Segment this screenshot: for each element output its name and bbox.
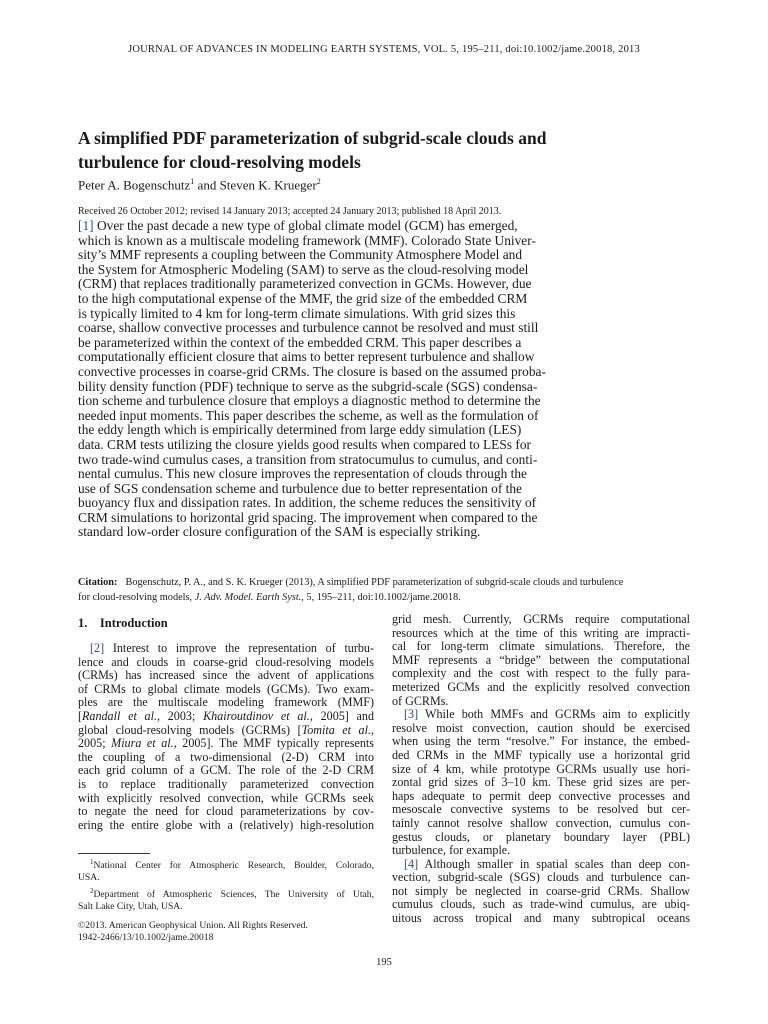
body-line: global cloud-resolving models (GCRMs) [Tomita et al., [78,722,374,737]
body-line: 2005; Miura et al., 2005]. The MMF typically represents [78,736,374,751]
reference-link[interactable]: Tomita et al. [301,722,371,737]
body-line: lence and clouds in coarse-grid cloud-resolving models [78,654,374,669]
footnote-line: $^2$Department of Atmospheric Sciences, The University of Utah, [90,886,374,900]
abstract-line: nental cumulus. This new closure improves the representation of clouds through the [78,466,527,482]
abstract-line: bility density function (PDF) technique to serve as the subgrid-scale (SGS) condensa- [78,378,538,394]
left-column [78,642,374,832]
article-title [78,126,678,174]
page-number: 195 [376,957,392,968]
reference-link[interactable]: Khairoutdinov et al. [203,708,310,723]
body-line: ering the entire globe with a (relatively) high-resolution [78,817,374,832]
footnote-line: USA. [78,872,100,884]
citation-block [78,575,698,605]
paragraph-number: [3] [404,707,419,722]
footnotes [78,856,374,914]
body-line: when using the term “resolve.” For instance, the embed- [392,734,690,749]
abstract [78,219,690,540]
body-line: each grid column of a GCM. The role of the 2-D CRM [78,763,374,778]
body-line: to negate the need for cloud parameterizations by cov- [78,804,374,819]
author-connector: and [194,177,220,193]
journal-name: J. Adv. Model. Earth Syst. [194,592,302,603]
abstract-line: buoyancy flux and dissipation rates. In addition, the scheme reduces the sensitivity of [78,495,537,511]
body-line: mesoscale convective systems to be resolved but cer- [392,802,690,817]
issn-line: 1942-2466/13/10.1002/jame.20018 [78,932,214,944]
publication-history: Received 26 October 2012; revised 14 January 2013; accepted 24 January 2013; published 18 April 2013. [78,206,502,217]
title-line: turbulence for cloud-resolving models [78,152,361,172]
copyright-line: ©2013. American Geophysical Union. All Rights Reserved. [78,920,308,931]
body-line: ples are the multiscale modeling framework (MMF) [78,695,374,710]
body-line: with explicitly resolved convection, while GCRMs seek [78,790,374,805]
abstract-line: be parameterized within the context of the embedded CRM. This paper describes a [78,334,522,350]
body-line: [Randall et al., 2003; Khairoutdinov et al., 2005] and [78,708,375,723]
body-line: turbulence, for example. [392,843,511,858]
body-line: complexity and the cost with respect to the fully para- [392,666,690,681]
citation-line: for cloud-resolving models, J. Adv. Model. Earth Syst., 5, 195–211, doi:10.1002/jame.20018. [78,592,461,603]
section-heading: 1. Introduction [78,616,168,630]
body-line: zontal grid sizes of 3–10 km. These grid sizes are per- [392,775,690,790]
citation-label: Citation: [78,577,118,588]
body-line: uitous across tropical and many subtropical oceans [392,911,690,926]
body-line: not simply be neglected in coarse-grid CRMs. Shallow [392,883,690,898]
paragraph-number: [4] [404,856,419,871]
body-line: ded CRMs in the MMF typically use a horizontal grid [392,747,690,762]
title-line: A simplified PDF parameterization of subgrid-scale clouds and [78,128,547,148]
body-line: haps adequate to permit deep convective processes and [392,788,690,803]
right-column [392,613,690,926]
body-line: the coupling of a two-dimensional (2-D) CRM into [78,749,374,764]
abstract-line: coarse, shallow convective processes and turbulence cannot be resolved and must still [78,320,539,336]
abstract-line: sity’s MMF represents a coupling between the Community Atmosphere Model and [78,247,523,263]
body-line: [4] Although smaller in spatial scales than deep con- [404,856,690,871]
paragraph-number: [1] [78,218,94,233]
abstract-line: data. CRM tests utilizing the closure yields good results when compared to LESs for [78,436,531,452]
abstract-line: standard low-order closure configuration of the SAM is especially striking. [78,524,481,540]
abstract-line: convective processes in coarse-grid CRMs. The closure is based on the assumed proba- [78,363,546,379]
abstract-line: the System for Atmospheric Modeling (SAM) to serve as the cloud-resolving model [78,261,529,277]
citation-line: Citation: Bogenschutz, P. A., and S. K. Krueger (2013), A simplified PDF parameterization of subgrid-scale clouds and turbulence [78,577,624,588]
body-line: gestus clouds, or planetary boundary layer (PBL) [392,829,690,844]
abstract-line: to the high computational expense of the MMF, the grid size of the embedded CRM [78,290,528,306]
body-line: grid mesh. Currently, GCRMs require computational [392,612,690,626]
paragraph-number: [2] [90,641,105,655]
abstract-line: [1] Over the past decade a new type of global climate model (GCM) has emerged, [78,218,518,233]
reference-link[interactable]: Miura et al. [111,736,174,751]
affiliation-marker: 2 [316,177,321,186]
body-line: (CRMs) has increased since the advent of applications [78,668,374,683]
abstract-line: CRM simulations to horizontal grid spacing. The improvement when compared to the [78,509,538,525]
abstract-line: two trade-wind cumulus cases, a transition from stratocumulus to cumulus, and conti- [78,451,538,467]
body-line: size of 4 km, while prototype GCRMs usually use hori- [392,761,690,776]
abstract-line: which is known as a multiscale modeling framework (MMF). Colorado State Univer- [78,232,536,248]
body-line: resources which at the time of this writing are impracti- [392,625,690,640]
body-line: cumulus clouds, such as trade-wind cumulus, are ubiq- [392,897,690,912]
body-line: of GCRMs. [392,693,449,708]
abstract-line: tion scheme and turbulence closure that employs a diagnostic method to determine the [78,393,541,409]
footnote-line: $^1$National Center for Atmospheric Research, Boulder, Colorado, [90,858,374,872]
author-list [78,177,321,193]
abstract-line: is typically limited to 4 km for long-term climate simulations. With grid sizes this [78,305,516,321]
copyright-notice [78,920,308,945]
running-head: JOURNAL OF ADVANCES IN MODELING EARTH SYSTEMS, VOL. 5, 195–211, doi:10.1002/jame.20018, 2013 [128,44,640,55]
body-line: MMF represents a “bridge” between the computational [392,652,690,667]
abstract-line: use of SGS condensation scheme and turbulence due to better representation of the [78,480,522,496]
abstract-line: the eddy length which is empirically determined from large eddy simulation (LES) [78,422,522,438]
body-line: resolve moist convection, caution should be exercised [392,720,690,735]
body-line: of CRMs to global climate models (GCMs). Two exam- [78,681,374,696]
body-line: vection, subgrid-scale (SGS) clouds and turbulence can- [392,870,690,885]
body-line: [3] While both MMFs and GCRMs aim to explicitly [404,707,690,722]
author-name: Steven K. Krueger [219,177,317,193]
abstract-line: computationally efficient closure that aims to better represent turbulence and shallow [78,349,535,365]
body-line: tainly cannot resolve shallow convection, cumulus con- [392,815,690,830]
body-line: meterized GCMs and the explicitly resolved convection [392,679,690,694]
body-line: is to replace traditionally parameterized convection [78,776,374,791]
abstract-line: needed input moments. This paper describes the scheme, as well as the formulation of [78,407,539,423]
author-name: Peter A. Bogenschutz [78,177,191,193]
footnote-line: Salt Lake City, Utah, USA. [78,901,183,913]
abstract-line: (CRM) that replaces traditionally parameterized convection in GCMs. However, due [78,276,532,292]
reference-link[interactable]: Randall et al. [82,708,157,723]
footnote-divider [78,853,150,854]
body-line: [2] Interest to improve the representation of turbu- [90,641,374,655]
body-line: cal for long-term climate simulations. Therefore, the [392,639,690,654]
affiliation-marker: 1 [190,177,195,186]
